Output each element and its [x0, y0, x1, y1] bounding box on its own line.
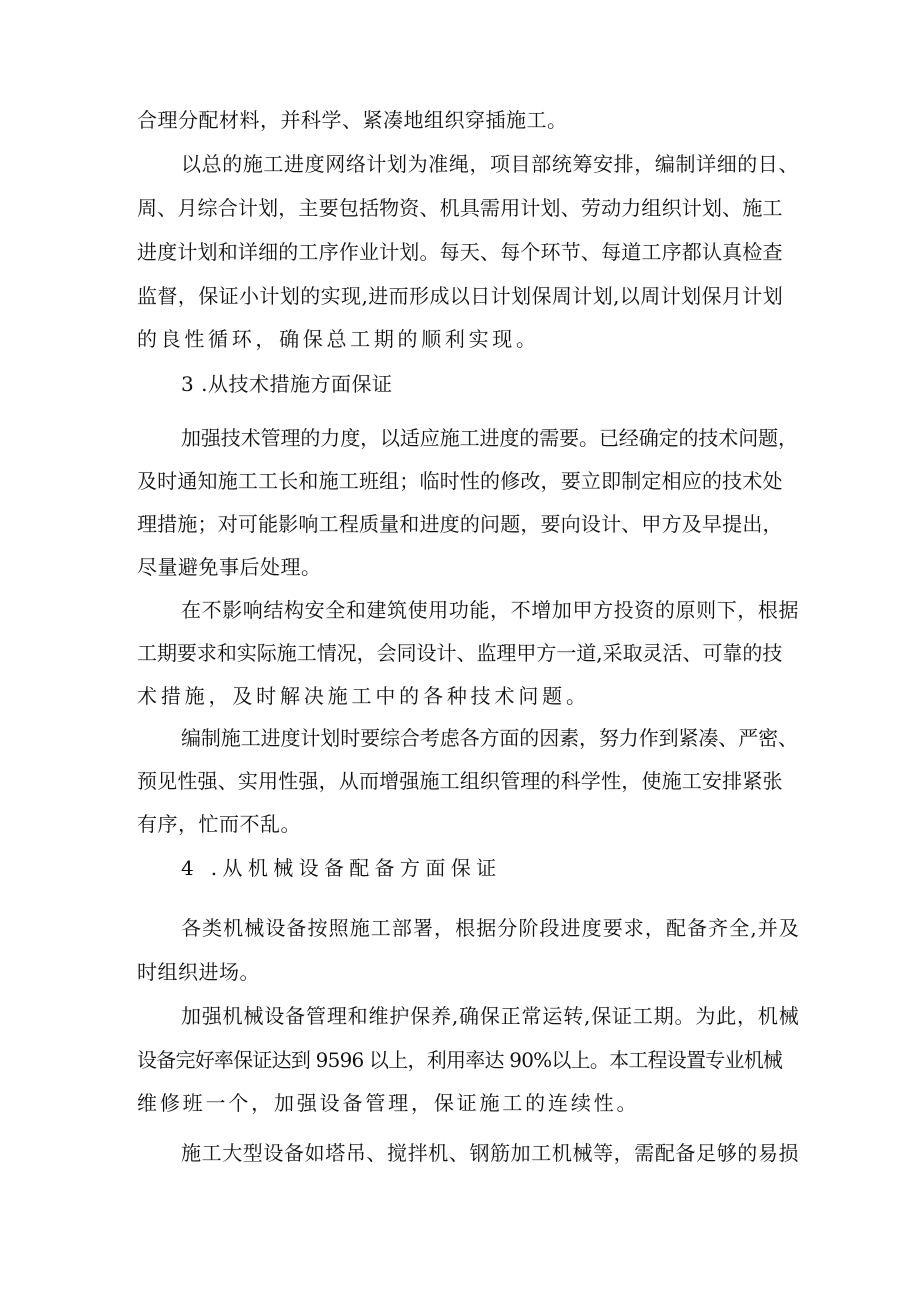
- text-line: 工期要求和实际施工情况，会同设计、监理甲方一道,采取灵活、可靠的技: [137, 641, 783, 665]
- text-line: 维修班一个，加强设备管理，保证施工的连续性。: [137, 1091, 640, 1115]
- text-line: 时组织进场。: [137, 960, 260, 984]
- text-line: 编制施工进度计划时要综合考虑各方面的因素，努力作到紧凑、严密、: [181, 726, 798, 750]
- text-line: 预见性强、实用性强，从而增强施工组织管理的科学性，使施工安排紧张: [137, 769, 783, 793]
- text-line: 周、月综合计划，主要包括物资、机具需用计划、劳动力组织计划、施工: [137, 196, 783, 220]
- text-line: 设备完好率保证达到 9596 以上，利用率达 90%以上。本工程设置专业机械: [137, 1048, 783, 1072]
- text-line: 加强技术管理的力度，以适应施工进度的需要。已经确定的技术问题，: [181, 426, 798, 450]
- text-line: 各类机械设备按照施工部署，根据分阶段进度要求，配备齐全,并及: [181, 916, 800, 940]
- text-line: 有序，忙而不乱。: [137, 812, 301, 836]
- text-line: 的良性循环，确保总工期的顺利实现。: [137, 327, 540, 351]
- text-line: 及时通知施工工长和施工班组；临时性的修改，要立即制定相应的技术处: [137, 469, 783, 493]
- text-line: 加强机械设备管理和维护保养,确保正常运转,保证工期。为此，机械: [181, 1004, 800, 1028]
- text-line: 监督，保证小计划的实现,进而形成以日计划保周计划,以周计划保月计划: [137, 284, 784, 308]
- text-line: 尽量避免事后处理。: [137, 555, 322, 579]
- text-line: 术措施，及时解决施工中的各种技术问题。: [137, 684, 590, 708]
- section-heading: 3 .从技术措施方面保证: [181, 372, 393, 396]
- section-heading: 4 .从机械设备配备方面保证: [181, 856, 502, 880]
- text-line: 合理分配材料，并科学、紧凑地组织穿插施工。: [137, 108, 568, 132]
- text-line: 理措施；对可能影响工程质量和进度的问题，要向设计、甲方及早提出，: [137, 512, 783, 536]
- text-line: 进度计划和详细的工序作业计划。每天、每个环节、每道工序都认真检查: [137, 240, 783, 264]
- text-line: 以总的施工进度网络计划为准绳，项目部统筹安排，编制详细的日、: [181, 152, 800, 176]
- text-line: 在不影响结构安全和建筑使用功能，不增加甲方投资的原则下，根据: [181, 598, 800, 622]
- text-line: 施工大型设备如塔吊、搅拌机、钢筋加工机械等，需配备足够的易损: [181, 1141, 800, 1165]
